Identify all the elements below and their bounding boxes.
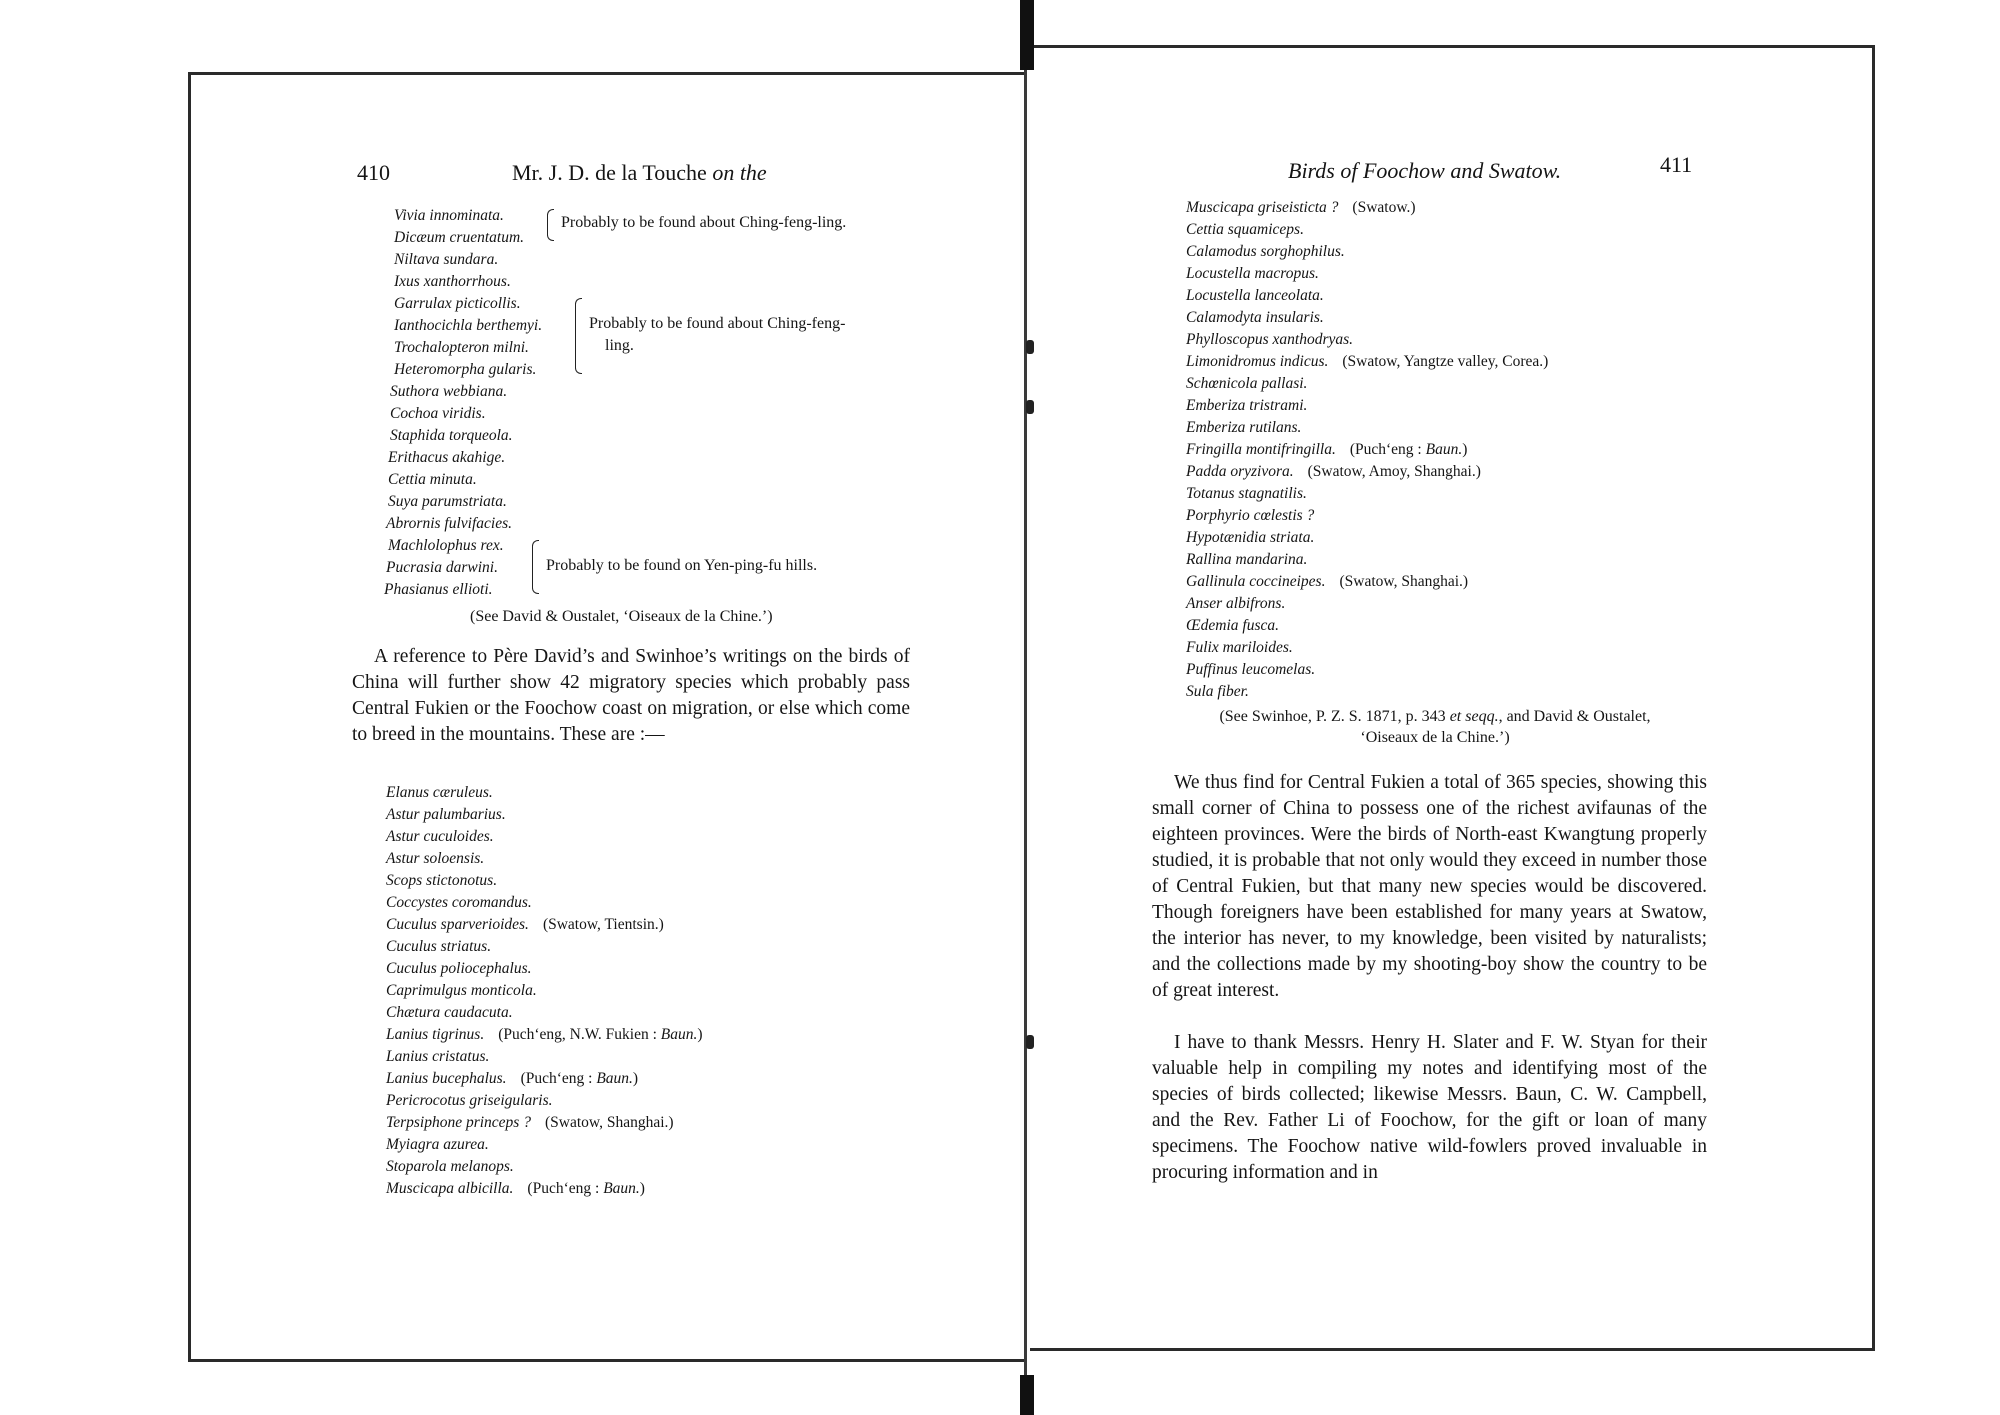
group-note-ching-feng-ling: Probably to be found about Ching-feng-ling.	[561, 214, 847, 231]
species-name: Terpsiphone princeps ?	[386, 1114, 531, 1131]
species-item: Ixus xanthorrhous.	[394, 273, 511, 290]
species-name: Locustella macropus.	[1186, 265, 1319, 282]
species-item	[1186, 219, 1548, 241]
species-item: Cettia minuta.	[388, 471, 477, 488]
species-item	[1186, 329, 1548, 351]
species-item: Cochoa viridis.	[390, 405, 486, 422]
species-name: Gallinula coccineipes.	[1186, 573, 1326, 590]
species-item: Suthora webbiana.	[390, 383, 508, 400]
locality-note: (Swatow, Shanghai.)	[544, 1114, 674, 1131]
locality-note: (Swatow, Shanghai.)	[1339, 573, 1469, 590]
species-item	[1186, 461, 1548, 483]
species-name: Padda oryzivora.	[1186, 463, 1294, 480]
species-name: Chætura caudacuta.	[386, 1004, 513, 1021]
reference-text: (See Swinhoe, P. Z. S. 1871, p. 343	[1219, 708, 1446, 725]
species-item: Staphida torqueola.	[390, 427, 513, 444]
species-name: Calamodus sorghophilus.	[1186, 243, 1345, 260]
species-item	[386, 782, 703, 804]
species-item: Pucrasia darwini.	[386, 559, 498, 576]
locality-note: (Puch‘eng : Baun.)	[527, 1180, 645, 1197]
species-item: Dicæum cruentatum.	[394, 229, 525, 246]
species-name: Porphyrio cœlestis ?	[1186, 507, 1315, 524]
species-name: Emberiza tristrami.	[1186, 397, 1308, 414]
species-item	[386, 1046, 703, 1068]
species-name: Muscicapa griseisticta ?	[1186, 199, 1339, 216]
species-name: Scops stictonotus.	[386, 872, 498, 889]
species-item: Heteromorpha gularis.	[394, 361, 537, 378]
species-item	[1186, 659, 1548, 681]
species-item: Ianthocichla berthemyi.	[394, 317, 543, 334]
species-item	[386, 1024, 703, 1046]
species-name: Anser albifrons.	[1186, 595, 1286, 612]
page-number-right: 411	[1660, 152, 1693, 177]
species-item	[386, 892, 703, 914]
gutter-mark	[1026, 400, 1034, 414]
group-note-line: ling.	[605, 337, 634, 354]
species-name: Locustella lanceolata.	[1186, 287, 1324, 304]
species-name: Puffinus leucomelas.	[1186, 661, 1316, 678]
species-item	[386, 1112, 703, 1134]
species-item: Suya parumstriata.	[388, 493, 507, 510]
reference-note-right	[1175, 706, 1695, 748]
species-item: Erithacus akahige.	[388, 449, 506, 466]
species-list-1	[384, 205, 543, 601]
locality-note: (Swatow, Amoy, Shanghai.)	[1307, 463, 1481, 480]
species-item	[386, 1178, 703, 1200]
species-name: Pericrocotus griseigularis.	[386, 1092, 553, 1109]
species-item	[1186, 527, 1548, 549]
species-item	[386, 1156, 703, 1178]
brace	[532, 540, 539, 594]
species-item	[386, 826, 703, 848]
species-item	[386, 804, 703, 826]
species-item	[1186, 681, 1548, 703]
group-note-yen-ping-fu: Probably to be found on Yen-ping-fu hills.	[546, 557, 818, 574]
species-name: Sula fiber.	[1186, 683, 1249, 700]
species-item	[386, 1002, 703, 1024]
species-name: Rallina mandarina.	[1186, 551, 1308, 568]
species-item	[1186, 285, 1548, 307]
locality-note: (Puch‘eng, N.W. Fukien : Baun.)	[498, 1026, 703, 1043]
species-item: Trochalopteron milni.	[394, 339, 529, 356]
species-name: Myiagra azurea.	[386, 1136, 489, 1153]
species-name: Astur soloensis.	[386, 850, 485, 867]
species-item	[1186, 549, 1548, 571]
species-item	[386, 1068, 703, 1090]
book-spine-bottom	[1020, 1375, 1034, 1415]
species-item	[1186, 505, 1548, 527]
species-name: Caprimulgus monticola.	[386, 982, 537, 999]
species-name: Emberiza rutilans.	[1186, 419, 1302, 436]
species-name: Limonidromus indicus.	[1186, 353, 1329, 370]
species-name: Cuculus poliocephalus.	[386, 960, 532, 977]
brace	[547, 209, 554, 241]
species-item	[1186, 571, 1548, 593]
page-number-left: 410	[357, 160, 390, 185]
species-item: Vivia innominata.	[394, 207, 504, 224]
reference-text: , and David & Oustalet,	[1498, 708, 1651, 725]
species-item	[1186, 373, 1548, 395]
species-list-2	[386, 782, 703, 1200]
running-head-right	[1288, 158, 1561, 184]
species-item	[386, 914, 703, 936]
species-item	[1186, 483, 1548, 505]
reference-line	[1175, 706, 1695, 727]
species-list-3	[1186, 197, 1548, 703]
species-name: Totanus stagnatilis.	[1186, 485, 1307, 502]
species-item	[386, 1134, 703, 1156]
locality-note: (Swatow, Tientsin.)	[542, 916, 664, 933]
species-item	[1186, 197, 1548, 219]
species-name: Astur cuculoides.	[386, 828, 494, 845]
species-name: Fringilla montifringilla.	[1186, 441, 1336, 458]
running-head-left	[512, 160, 767, 186]
group-note-ching-feng-ling-2	[589, 313, 845, 357]
species-item	[386, 870, 703, 892]
reference-italic: et seqq.	[1449, 708, 1499, 725]
species-item	[386, 980, 703, 1002]
species-item: Abrornis fulvifacies.	[386, 515, 512, 532]
book-gutter	[1024, 70, 1027, 1375]
body-paragraph-left: A reference to Père David’s and Swinhoe’s writings on the birds of China will further show 42 migratory species which probably pass Central Fukien or the Foochow coast on migration, or else which come to breed in the mountains. These are :—	[352, 646, 910, 745]
species-item	[1186, 615, 1548, 637]
locality-note: (Swatow, Yangtze valley, Corea.)	[1342, 353, 1549, 370]
species-name: Muscicapa albicilla.	[386, 1180, 514, 1197]
reference-note-left: (See David & Oustalet, ‘Oiseaux de la Chine.’)	[470, 608, 773, 625]
species-name: Schœnicola pallasi.	[1186, 375, 1308, 392]
body-paragraph-right-2: I have to thank Messrs. Henry H. Slater and F. W. Styan for their valuable help in compiling my notes and identifying most of the species of birds collected; likewise Messrs. Baun, C. W. Campbell, and the Rev. Father Li of Foochow, for the gift or loan of many specimens. The Foochow native wild-fowlers proved invaluable in procuring information and in	[1152, 1032, 1707, 1183]
species-item: Phasianus ellioti.	[384, 581, 493, 598]
species-name: Calamodyta insularis.	[1186, 309, 1324, 326]
species-item	[386, 958, 703, 980]
species-name: Elanus cæruleus.	[386, 784, 493, 801]
running-head-author: Mr. J. D. de la Touche	[512, 160, 707, 185]
species-name: Hypotænidia striata.	[1186, 529, 1315, 546]
species-item: Machlolophus rex.	[388, 537, 504, 554]
species-item	[1186, 593, 1548, 615]
gutter-mark	[1026, 1035, 1034, 1049]
brace	[575, 298, 582, 374]
species-item: Garrulax picticollis.	[394, 295, 521, 312]
species-name: Fulix mariloides.	[1186, 639, 1293, 656]
species-name: Cuculus sparverioides.	[386, 916, 529, 933]
species-item	[1186, 241, 1548, 263]
species-item	[1186, 307, 1548, 329]
species-item	[1186, 351, 1548, 373]
locality-note: (Swatow.)	[1352, 199, 1416, 216]
species-item: Niltava sundara.	[394, 251, 499, 268]
species-item	[1186, 439, 1548, 461]
species-name: Coccystes coromandus.	[386, 894, 532, 911]
species-name: Lanius bucephalus.	[386, 1070, 507, 1087]
group-note-line: Probably to be found about Ching-feng-	[589, 315, 846, 332]
species-item	[386, 1090, 703, 1112]
species-item	[1186, 395, 1548, 417]
species-name: Lanius tigrinus.	[386, 1026, 485, 1043]
species-item	[1186, 637, 1548, 659]
reference-line: ‘Oiseaux de la Chine.’)	[1360, 729, 1510, 746]
species-name: Phylloscopus xanthodryas.	[1186, 331, 1354, 348]
book-spine-top	[1020, 0, 1034, 70]
species-name: Astur palumbarius.	[386, 806, 506, 823]
species-item	[1186, 417, 1548, 439]
body-paragraph-right-1: We thus find for Central Fukien a total of 365 species, showing this small corner of China to possess one of the richest avifaunas of the eighteen provinces. Were the birds of North-east Kwangtung properly studied, it is probable that not only would they exceed in number those of Central Fukien, but that many new species would be discovered. Though foreigners have been established for many years at Swatow, the interior has never, to my knowledge, been visited by naturalists; and the collections made by my shooting-boy show the country to be of great interest.	[1152, 772, 1707, 1001]
running-head-title: Birds of Foochow and Swatow.	[1288, 158, 1562, 183]
species-name: Œdemia fusca.	[1186, 617, 1279, 634]
species-name: Cettia squamiceps.	[1186, 221, 1304, 238]
locality-note: (Puch‘eng : Baun.)	[1349, 441, 1468, 458]
running-head-suffix: on the	[712, 160, 767, 185]
species-item	[386, 848, 703, 870]
gutter-mark	[1026, 340, 1034, 354]
species-name: Lanius cristatus.	[386, 1048, 490, 1065]
species-item	[386, 936, 703, 958]
species-name: Stoparola melanops.	[386, 1158, 514, 1175]
species-name: Cuculus striatus.	[386, 938, 492, 955]
species-item	[1186, 263, 1548, 285]
locality-note: (Puch‘eng : Baun.)	[520, 1070, 639, 1087]
